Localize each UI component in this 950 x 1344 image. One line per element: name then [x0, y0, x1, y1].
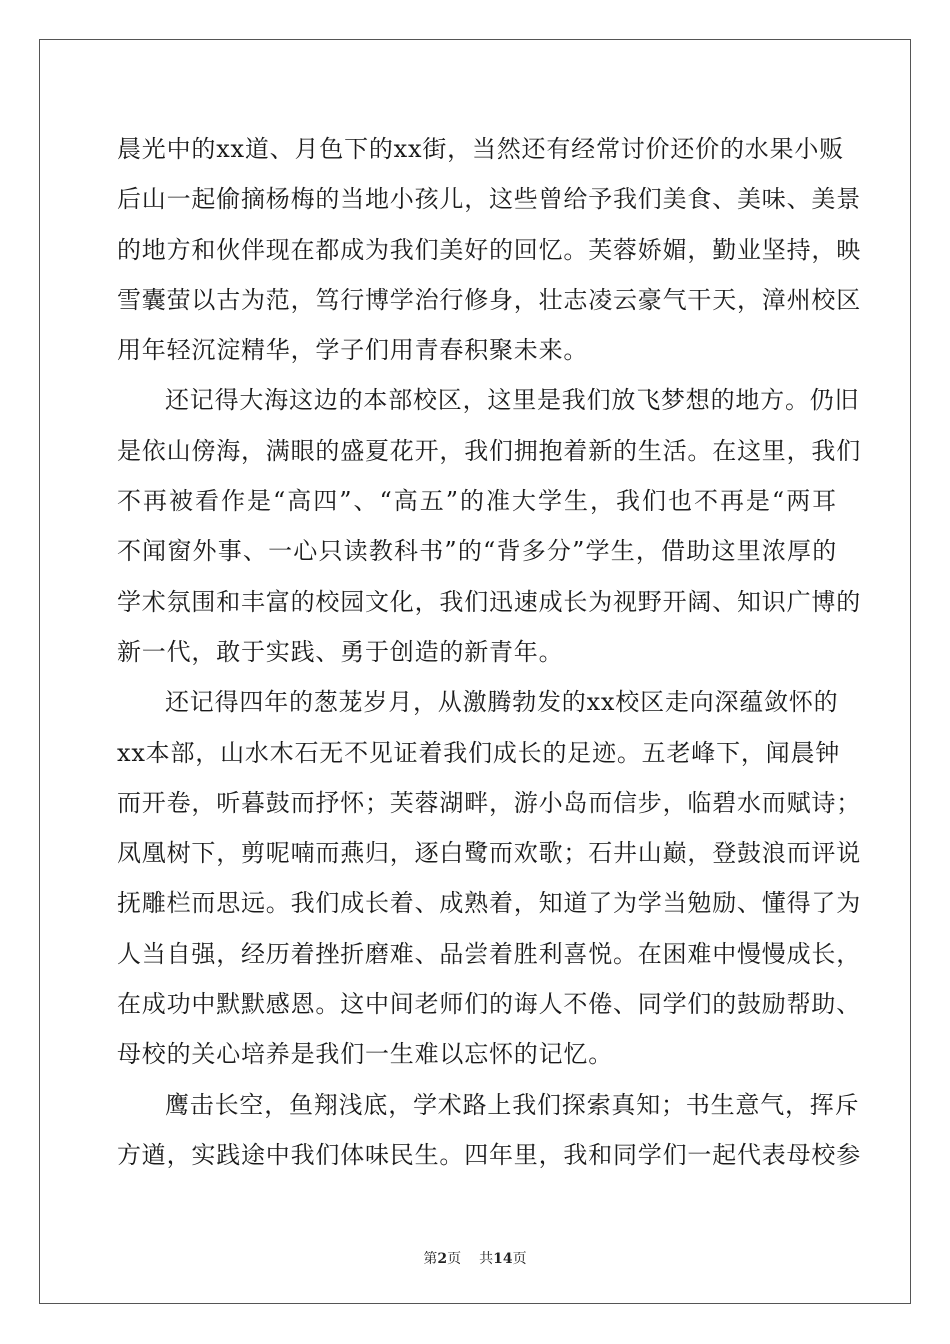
text-line: 在成功中默默感恩。这中间老师们的诲人不倦、同学们的鼓励帮助、 — [117, 990, 861, 1019]
page-footer — [0, 1248, 950, 1268]
text-line: 而开卷，听暮鼓而抒怀；芙蓉湖畔，游小岛而信步，临碧水而赋诗； — [117, 788, 861, 817]
paragraph-3 — [117, 677, 861, 1079]
total-suffix: 页 — [512, 1251, 527, 1267]
text-line: 还记得四年的葱茏岁月，从激腾勃发的xx校区走向深蕴敛怀的 — [165, 688, 839, 717]
text-line: 不闻窗外事、一心只读教科书”的“背多分”学生，借助这里浓厚的 — [117, 537, 837, 566]
text-line: 后山一起偷摘杨梅的当地小孩儿，这些曾给予我们美食、美味、美景 — [117, 185, 861, 214]
text-line: 的地方和伙伴现在都成为我们美好的回忆。芙蓉娇媚，勤业坚持，映 — [117, 235, 861, 264]
text-line: 晨光中的xx道、月色下的xx街，当然还有经常讨价还价的水果小贩 — [117, 135, 844, 163]
text-line: 鹰击长空，鱼翔浅底，学术路上我们探索真知；书生意气，挥斥 — [165, 1090, 860, 1119]
text-line: 方遒，实践途中我们体味民生。四年里，我和同学们一起代表母校参 — [117, 1140, 861, 1169]
text-line: 母校的关心培养是我们一生难以忘怀的记忆。 — [117, 1040, 613, 1069]
text-line: 是依山傍海，满眼的盛夏花开，我们拥抱着新的生活。在这里，我们 — [117, 436, 861, 465]
text-line: 学术氛围和丰富的校园文化，我们迅速成长为视野开阔、知识广博的 — [117, 587, 861, 616]
page-number: 2 — [437, 1251, 448, 1267]
text-line: 新一代，敢于实践、勇于创造的新青年。 — [117, 637, 564, 666]
paragraph-4 — [117, 1080, 861, 1181]
paragraph-2 — [117, 375, 861, 677]
total-prefix: 共 — [479, 1251, 494, 1267]
text-line: 抚雕栏而思远。我们成长着、成熟着，知道了为学当勉励、懂得了为 — [117, 889, 861, 918]
text-line: 不再被看作是“高四”、“高五”的准大学生，我们也不再是“两耳 — [117, 487, 837, 516]
page-suffix: 页 — [447, 1251, 462, 1267]
text-line: 人当自强，经历着挫折磨难、品尝着胜利喜悦。在困难中慢慢成长， — [117, 939, 861, 968]
text-line: 还记得大海这边的本部校区，这里是我们放飞梦想的地方。仍旧 — [165, 386, 860, 415]
text-line: 雪囊萤以古为范，笃行博学治行修身，壮志凌云豪气干天，漳州校区 — [117, 285, 861, 314]
page-prefix: 第 — [423, 1251, 438, 1267]
paragraph-1 — [117, 124, 861, 375]
body-text — [117, 124, 861, 1180]
total-pages: 14 — [493, 1251, 513, 1267]
text-line: 用年轻沉淀精华，学子们用青春积聚未来。 — [117, 336, 589, 365]
text-line: xx本部，山水木石无不见证着我们成长的足迹。五老峰下，闻晨钟 — [117, 738, 841, 767]
text-line: 凤凰树下，剪呢喃而燕归，逐白鹭而欢歌；石井山巅，登鼓浪而评说 — [117, 839, 861, 868]
